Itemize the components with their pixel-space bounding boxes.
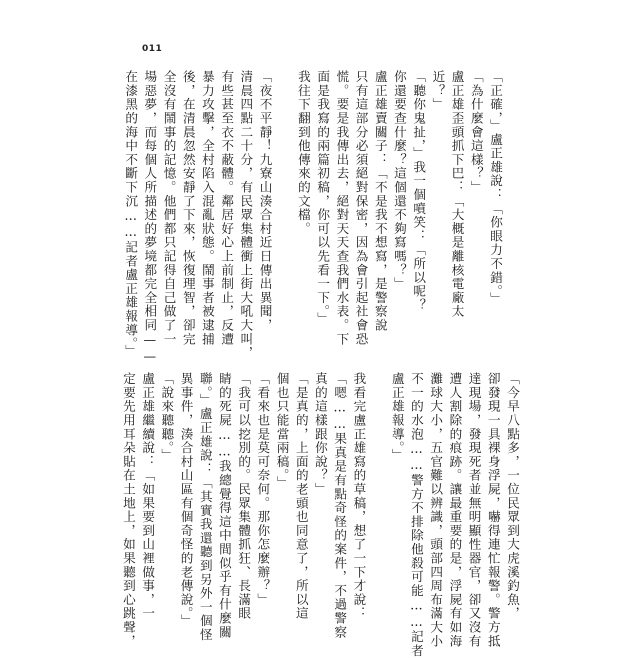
text-line: 遭人割除的痕跡。讓最重要的是，浮屍有如海 <box>447 372 463 648</box>
text-line: 暴力攻擊，全村陷入混亂狀態。鬧事者被逮捕 <box>199 70 215 346</box>
text-line: 盧正雄繼續說：「如果要到山裡做事，一 <box>140 372 156 621</box>
text-line: 睛的死屍……我總覺得這中間似乎有什麼關 <box>216 372 232 639</box>
text-line: 定要先用耳朵貼在土地上，如果聽到心跳聲， <box>120 372 136 648</box>
text-line: 後，在清晨忽然安靜了下來，恢復理智，卻完 <box>180 70 196 346</box>
text-line: 「看來也是莫可奈何。那你怎麼辦？」 <box>255 372 271 607</box>
text-line: 面是我寫的兩篇初稿，你可以先看一下。」 <box>315 70 331 326</box>
text-line: 「說來聽聽。」 <box>159 372 175 463</box>
text-line: 「夜不平靜！九寮山湊合村近日傳出異聞， <box>257 70 273 333</box>
text-line: 盧正雄歪頭抓下巴：「大概是離核電廠太 <box>449 70 465 319</box>
text-line: 不一的水泡……警方不排除他殺可能……記者 <box>408 372 424 658</box>
text-line: 卻發現一具裸身浮屍，嚇得連忙報警。警方抵 <box>485 372 501 648</box>
text-line: 灘球大小，五官難以辨識，頭部四周布滿大小 <box>428 372 444 648</box>
text-line: 聯。」盧正雄說：「其實我還聽到另外一個怪 <box>197 372 213 642</box>
text-line: 達現場，發現死者並無明顯性器官，卻又沒有 <box>466 372 482 648</box>
text-line: 「我可以挖別的。民眾集體抓狂、長滿眼 <box>236 372 252 621</box>
text-line: 只有這部分必須絕對保密，因為會引起社會恐 <box>353 70 369 346</box>
text-line: 近？」 <box>430 70 446 112</box>
text-line: 個也只能當兩稿。」 <box>274 372 290 490</box>
text-line: 慌。要是我傳出去，絕對天天查我們水表。下 <box>334 70 350 346</box>
text-line: 你還要查什麼？這個還不夠寫嗎？」 <box>391 70 407 291</box>
text-line: 「嗯……果真是有點奇怪的案件，不過警察 <box>332 372 348 639</box>
text-line: 有些甚至衣不蔽體。鄰居好心上前制止，反遭 <box>219 70 235 346</box>
upper-text-block <box>121 70 505 365</box>
text-line: 異事件，湊合村山區有個奇怪的老傳說。」 <box>178 372 194 628</box>
lower-text-block <box>119 372 522 658</box>
text-line <box>275 70 294 342</box>
text-line: 「是真的，上面的老頭也同意了，所以這 <box>293 372 309 621</box>
text-line <box>368 372 387 644</box>
text-line: 全沒有鬧事的記憶。他們都只記得自己做了一 <box>161 70 177 346</box>
text-line: 場惡夢，而每個人所描述的夢境都完全相同—— <box>142 70 158 365</box>
text-line: 「為什麼會這樣？」 <box>468 70 484 195</box>
text-line: 真的這樣跟你說？」 <box>312 372 328 497</box>
text-line: 「聽你鬼扯，」我一個噴笑：「所以呢？ <box>411 70 427 313</box>
text-line: 我看完盧正雄寫的草稿，想了一下才說： <box>351 372 367 621</box>
text-line: 在漆黑的海中不斷下沉……記者盧正雄報導。」 <box>123 70 139 359</box>
text-line: 我往下翻到他傳來的文檔。 <box>295 70 311 236</box>
page-number: 011 <box>142 44 163 54</box>
text-line: 盧正雄報導。」 <box>389 372 405 463</box>
text-line: 「正確，」盧正雄說：「你眼力不錯。」 <box>488 70 503 306</box>
text-line: 盧正雄賣關子：「不是我不想寫，是警察說 <box>372 70 388 333</box>
text-line: 「今早八點多，一位民眾到大虎溪釣魚， <box>505 372 520 621</box>
text-line: 清晨四點二十分，有民眾集體衝上街大吼大叫， <box>238 70 254 360</box>
